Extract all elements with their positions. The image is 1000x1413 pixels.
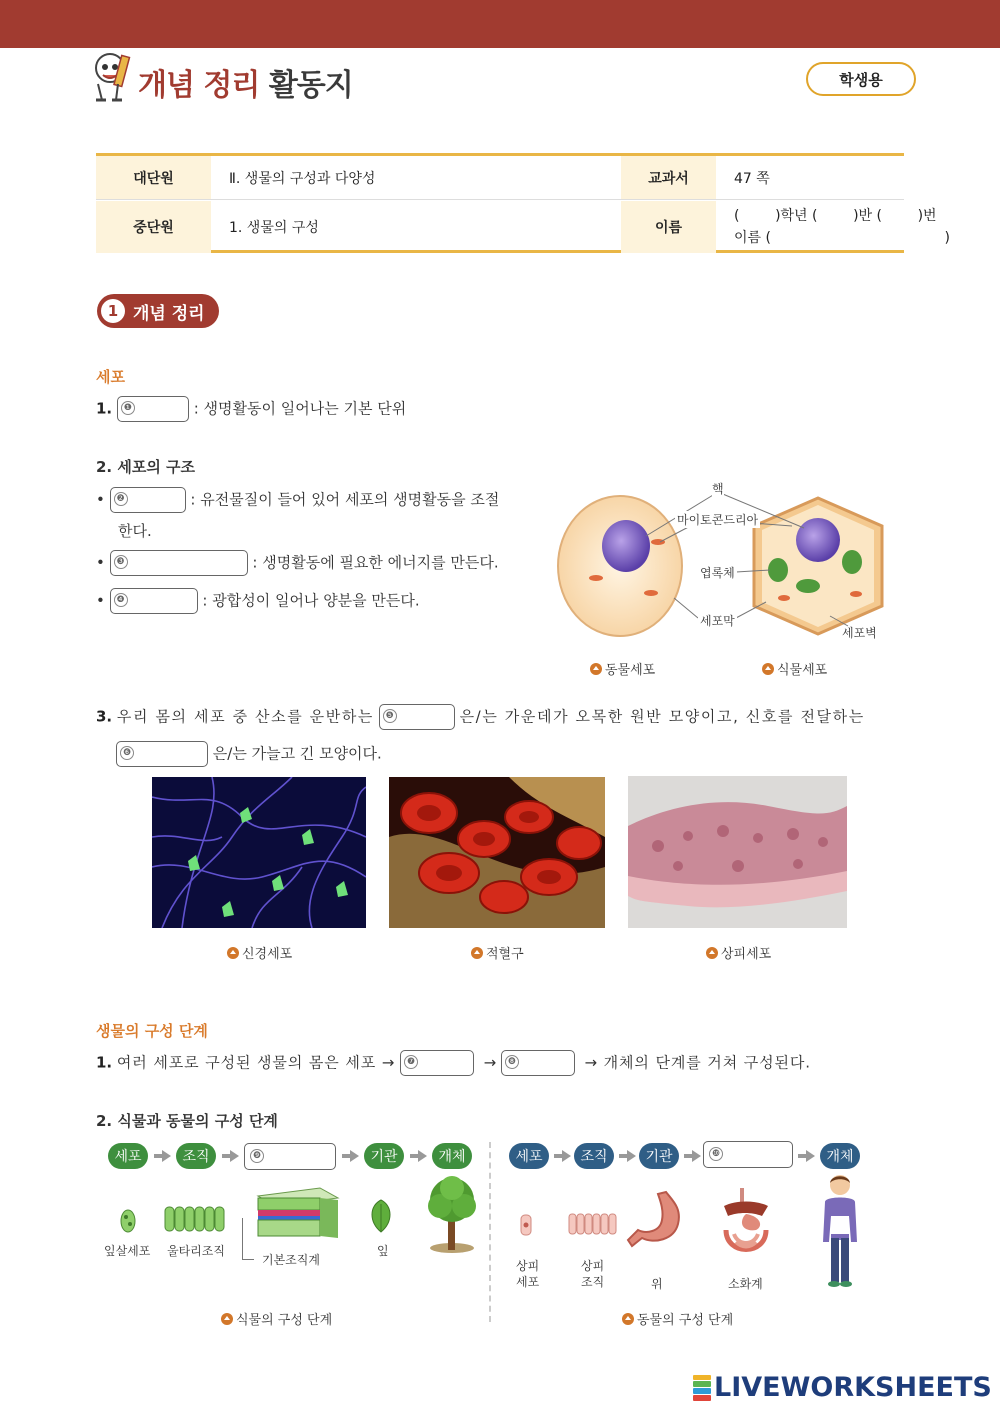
divider [489,1142,491,1322]
red-blood-cell-photo [389,777,605,928]
textbook-label: 교과서 [621,156,716,199]
mascot-pencil-icon [88,50,134,104]
arrow-icon [350,1150,359,1162]
liveworksheets-logo[interactable]: LIVEWORKSHEETS [693,1372,992,1403]
answer-blank-4[interactable]: ❹ [110,588,198,614]
plant-step-tissue: 조직 [176,1143,216,1169]
epithelial-tissue-icon [568,1212,618,1236]
label-ground-tissue-system: 기본조직계 [262,1253,320,1267]
levels-heading: 생물의 구성 단계 [96,1022,208,1040]
caption-plant-levels: 식물의 구성 단계 [221,1309,332,1328]
plant-step-individual: 개체 [432,1143,472,1169]
levels-q2-title: 2. 식물과 동물의 구성 단계 [96,1112,278,1130]
cell-heading: 세포 [96,368,125,386]
label-cell-wall: 세포벽 [842,626,877,640]
animal-step-individual: 개체 [820,1143,860,1169]
label-mitochondria: 마이토콘드리아 [677,513,759,527]
animal-step-tissue: 조직 [574,1143,614,1169]
caption-animal-cell: 동물세포 [590,659,655,678]
cell-structure-title: 2. 세포의 구조 [96,458,196,476]
answer-blank-1[interactable]: ❶ [117,396,189,422]
plant-step-organ: 기관 [364,1143,404,1169]
arrow-icon [627,1150,636,1162]
chloroplast [768,558,788,582]
arrow-icon [418,1150,427,1162]
cell-q1: 1. ❶ : 생명활동이 일어나는 기본 단위 [96,396,406,422]
subunit-value: 1. 생물의 구성 [229,220,319,236]
neuron-photo [152,777,366,928]
label-epithelial-cell: 상피 세포 [516,1259,540,1289]
arrow-icon [692,1150,701,1162]
label-epithelial-tissue: 상피 조직 [581,1259,605,1289]
structure-bullet-2: • ❸ : 생명활동에 필요한 에너지를 만든다. [96,550,499,576]
bracket-line [242,1218,254,1260]
name-field[interactable] [716,201,950,253]
leaf-icon [367,1198,395,1234]
structure-bullet-1: • ❷ : 유전물질이 들어 있어 세포의 생명활동을 조절 [96,487,499,513]
unit-label: 대단원 [96,156,211,199]
caption-marker-icon [221,1313,233,1325]
label-palisade-tissue: 울타리조직 [167,1244,225,1258]
epithelial-cell-photo [628,776,847,928]
structure-bullet-3: • ❹ : 광합성이 일어나 양분을 만든다. [96,588,420,614]
palisade-tissue-icon [163,1204,229,1234]
animal-step-organ: 기관 [639,1143,679,1169]
label-leaf-cell: 잎살세포 [104,1244,151,1258]
animal-step-cell: 세포 [509,1143,549,1169]
section-number: 1 [101,299,125,323]
person-icon [819,1172,861,1290]
answer-blank-3[interactable]: ❸ [110,550,248,576]
page-title: 개념 정리 활동지 [138,68,353,103]
caption-marker-icon [590,663,602,675]
label-cell-membrane: 세포막 [700,614,735,628]
caption-epithelial-cell: 상피세포 [706,943,771,962]
textbook-value: 47 쪽 [734,170,770,187]
arrow-icon [806,1150,815,1162]
section-title: 개념 정리 [133,303,205,324]
caption-plant-cell: 식물세포 [762,659,827,678]
animal-nucleus [602,520,650,572]
cell-q3-line1: 3. 우리 몸의 세포 중 산소를 운반하는 ❺ 은/는 가운데가 오목한 원반 모양이고, 신호를 전달하는 [96,704,865,730]
answer-blank-6[interactable]: ❻ [116,741,208,767]
info-row [96,156,904,200]
tree-icon [424,1172,480,1256]
name-line: 이름 ( ) [734,230,950,246]
caption-red-blood-cell: 적혈구 [471,943,524,962]
label-chloroplast: 엽록체 [700,566,735,580]
label-leaf: 잎 [377,1244,389,1258]
arrow-icon [562,1150,571,1162]
label-stomach: 위 [651,1277,663,1291]
label-digestive-system: 소화계 [728,1277,763,1291]
label-nucleus: 핵 [712,482,724,496]
student-badge: 학생용 [806,62,916,96]
arrow-icon [230,1150,239,1162]
caption-marker-icon [471,947,483,959]
answer-blank-10[interactable]: ❿ [703,1141,793,1168]
caption-marker-icon [622,1313,634,1325]
caption-neuron: 신경세포 [227,943,292,962]
subunit-label: 중단원 [96,201,211,253]
ground-tissue-system-icon [250,1184,342,1242]
info-table [96,153,950,253]
plant-nucleus [796,518,840,562]
class-number-line: ( )학년 ( )반 ( )번 [734,208,937,224]
section-header [97,294,219,328]
answer-blank-5[interactable]: ❺ [379,704,455,730]
answer-blank-7[interactable]: ❼ [400,1050,474,1076]
logo-blocks-icon [693,1375,711,1401]
answer-blank-8[interactable]: ❽ [501,1050,575,1076]
answer-blank-2[interactable]: ❷ [110,487,186,513]
levels-q1: 1. 여러 세포로 구성된 생물의 몸은 세포 → ❼ → ❽ → 개체의 단계를 거쳐 구성된다. [96,1050,811,1076]
arrow-icon [162,1150,171,1162]
caption-marker-icon [227,947,239,959]
info-row [96,201,950,253]
caption-marker-icon [706,947,718,959]
top-bar [0,0,1000,48]
caption-animal-levels: 동물의 구성 단계 [622,1309,733,1328]
caption-marker-icon [762,663,774,675]
epithelial-cell-icon [519,1214,533,1236]
cell-q3-line2: ❻ 은/는 가늘고 긴 모양이다. [116,741,382,767]
name-label: 이름 [621,201,716,253]
digestive-system-icon [716,1186,776,1262]
answer-blank-9[interactable]: ❾ [244,1143,336,1170]
stomach-icon [626,1190,690,1256]
plant-step-cell: 세포 [108,1143,148,1169]
structure-bullet-1-cont: 한다. [118,522,152,540]
leaf-cell-icon [118,1208,138,1234]
unit-value: Ⅱ. 생물의 구성과 다양성 [229,170,376,187]
